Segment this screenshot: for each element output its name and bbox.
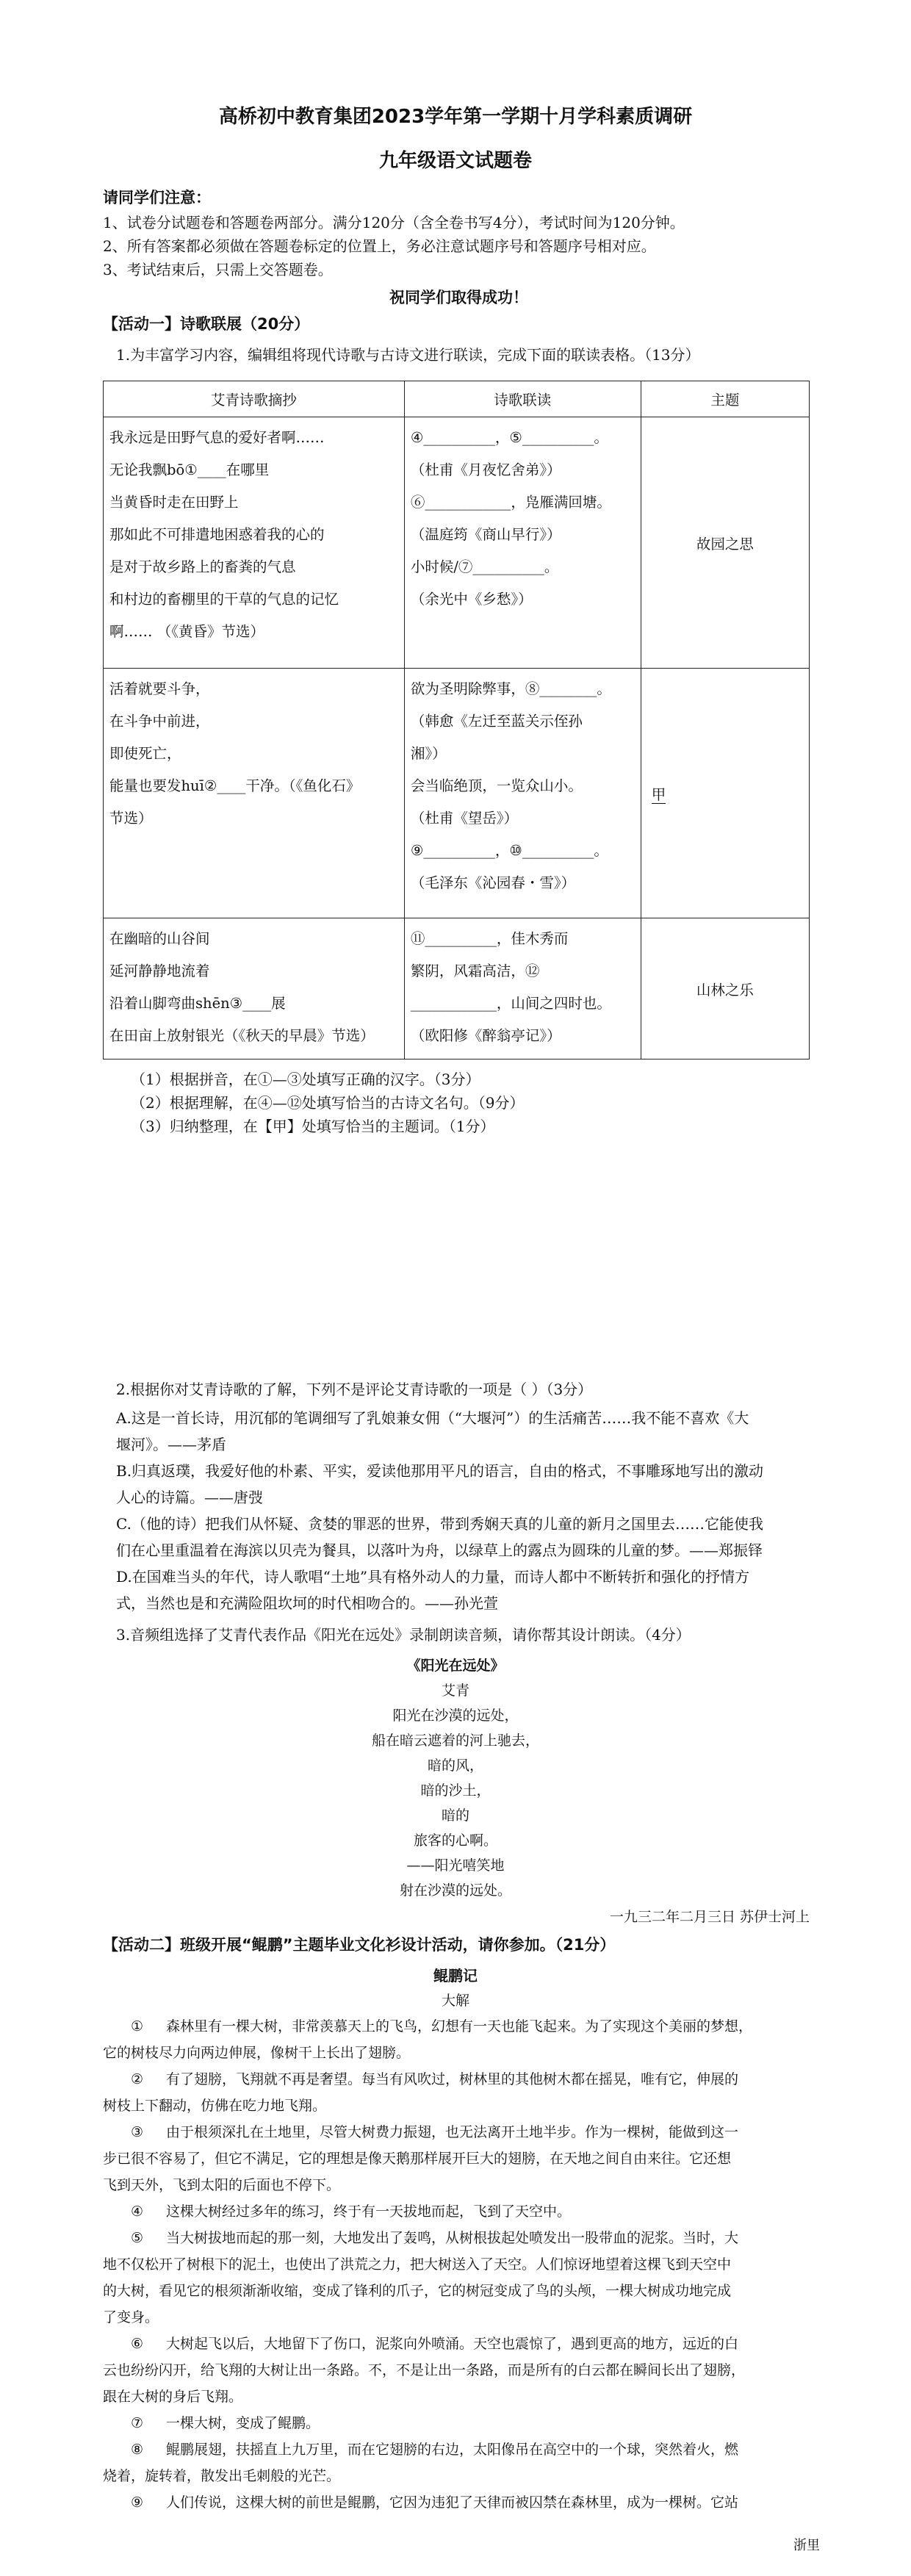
activity2-heading: 【活动二】班级开展“鲲鹏”主题毕业文化衫设计活动，请你参加。（21分） bbox=[103, 1936, 616, 1954]
question-1: 1.为丰富学习内容，编辑组将现代诗歌与古诗文进行联读，完成下面的联读表格。（13分） bbox=[116, 346, 700, 364]
footer-mark: 浙里 bbox=[793, 2538, 820, 2553]
linked-line: 会当临绝顶，一览众山小。 bbox=[410, 777, 583, 794]
option-line: 式，当然也是和充满险阻坎坷的时代相吻合的。——孙光萱 bbox=[116, 1594, 498, 1612]
paragraph-number: ⑤ bbox=[131, 2230, 144, 2246]
table-cell-excerpt bbox=[104, 669, 405, 918]
paragraph-line: 飞到天外，飞到太阳的后面也不停下。 bbox=[103, 2177, 341, 2193]
linked-line: ____________，山间之四时也。 bbox=[410, 995, 611, 1012]
linked-line: （欧阳修《醉翁亭记》） bbox=[410, 1027, 561, 1044]
paragraph-number: ① bbox=[131, 2018, 144, 2034]
notice-heading: 请同学们注意： bbox=[103, 189, 211, 206]
question-3: 3.音频组选择了艾青代表作品《阳光在远处》录制朗读音频，请你帮其设计朗读。（4分） bbox=[116, 1626, 691, 1644]
paragraph-line: 云也纷纷闪开，给飞翔的大树让出一条路。不，不是让出一条路，而是所有的白云都在瞬间长出了翅膀， bbox=[103, 2362, 746, 2378]
article-paragraph bbox=[103, 2489, 813, 2516]
linked-line: （温庭筠《商山早行》） bbox=[410, 526, 561, 543]
linked-line: ⑪__________，佳木秀而 bbox=[410, 930, 569, 947]
paragraph-number: ⑨ bbox=[131, 2494, 144, 2511]
option-line: C.（他的诗）把我们从怀疑、贪婪的罪恶的世界，带到秀娴天真的儿童的新月之国里去……它能使我 bbox=[116, 1515, 763, 1533]
excerpt-line: 是对于故乡路上的畜粪的气息 bbox=[109, 558, 296, 575]
poem-line: 阳光在沙漠的远处， bbox=[392, 1708, 519, 1724]
article-paragraph bbox=[103, 2119, 813, 2198]
excerpt-line: 能量也要发huī②____干净。（《鱼化石》 bbox=[109, 777, 361, 794]
table-header: 诗歌联读 bbox=[404, 381, 641, 417]
excerpt-line: 当黄昏时走在田野上 bbox=[109, 494, 239, 511]
linked-line: （杜甫《望岳》） bbox=[410, 810, 519, 827]
table-row bbox=[104, 669, 810, 918]
table-header-row bbox=[104, 381, 810, 417]
option-line: A.这是一首长诗，用沉郁的笔调细写了乳娘兼女佣（“大堰河”）的生活痛苦……我不能不喜欢《大 bbox=[116, 1409, 749, 1427]
excerpt-line: 沿着山脚弯曲shēn③____展 bbox=[109, 995, 286, 1012]
article-paragraph bbox=[103, 2198, 813, 2225]
paragraph-line: 步已很不容易了，但它不满足，它的理想是像天鹅那样展开巨大的翅膀，在天地之间自由来往。它还想 bbox=[103, 2151, 732, 2167]
excerpt-line: 啊…… （《黄昏》节选） bbox=[109, 623, 264, 640]
notice-item-3: 3、考试结束后，只需上交答题卷。 bbox=[103, 261, 333, 278]
activity1-heading: 【活动一】诗歌联展（20分） bbox=[103, 315, 310, 333]
poem-line: 射在沙漠的远处。 bbox=[399, 1882, 511, 1899]
article-paragraph bbox=[103, 2013, 813, 2066]
paragraph-line: ⑦ 一棵大树，变成了鲲鹏。 bbox=[103, 2410, 813, 2436]
excerpt-line: 我永远是田野气息的爱好者啊…… bbox=[109, 429, 325, 446]
poem-author: 艾青 bbox=[441, 1683, 469, 1699]
paragraph-line: ⑥ 大树起飞以后，大地留下了伤口，泥浆向外喷涌。天空也震惊了，遇到更高的地方，远近的白 bbox=[103, 2331, 813, 2357]
sub-question-2: （2）根据理解，在④—⑫处填写恰当的古诗文名句。（9分） bbox=[131, 1094, 525, 1112]
paragraph-line: ① 森林里有一棵大树，非常羡慕天上的飞鸟，幻想有一天也能飞起来。为了实现这个美丽的梦想， bbox=[103, 2013, 813, 2040]
table-cell-excerpt bbox=[104, 918, 405, 1059]
sub-question-1: （1）根据拼音，在①—③处填写正确的汉字。（3分） bbox=[131, 1071, 480, 1088]
poem-line: 暗的 bbox=[441, 1807, 469, 1824]
poetry-table bbox=[103, 381, 810, 1059]
excerpt-line: 在幽暗的山谷间 bbox=[109, 930, 210, 947]
table-cell-theme: 故园之思 bbox=[641, 417, 809, 669]
linked-line: 湘》） bbox=[410, 745, 447, 762]
table-row bbox=[104, 417, 810, 669]
paragraph-line: 地不仅松开了树根下的泥土，也使出了洪荒之力，把大树送入了天空。人们惊讶地望着这棵飞到天空中 bbox=[103, 2256, 732, 2273]
option-line: 们在心里重温着在海滨以贝壳为餐具，以落叶为舟，以绿草上的露点为圆珠的儿童的梦。——郑振铎 bbox=[116, 1541, 763, 1559]
excerpt-line: 和村边的畜棚里的干草的气息的记忆 bbox=[109, 591, 339, 608]
poem-line: 暗的风， bbox=[427, 1757, 483, 1774]
table-row bbox=[104, 918, 810, 1059]
table-header: 艾青诗歌摘抄 bbox=[104, 381, 405, 417]
excerpt-line: 无论我飘bō①____在哪里 bbox=[109, 461, 270, 478]
paragraph-number: ⑦ bbox=[131, 2415, 144, 2431]
article-title: 鲲鹏记 bbox=[433, 1967, 478, 1985]
linked-line: 小时候/⑦__________。 bbox=[410, 558, 559, 575]
linked-line: 欲为圣明除弊事，⑧________。 bbox=[410, 680, 611, 697]
article-paragraph bbox=[103, 2225, 813, 2331]
article-body bbox=[103, 2013, 813, 2516]
article-author: 大解 bbox=[441, 1993, 469, 2009]
linked-line: ⑨__________，⑩__________。 bbox=[410, 842, 608, 859]
paragraph-line: 了变身。 bbox=[103, 2309, 159, 2325]
paragraph-line: 树枝上下翻动，仿佛在吃力地飞翔。 bbox=[103, 2098, 327, 2114]
linked-line: （韩愈《左迁至蓝关示侄孙 bbox=[410, 713, 583, 730]
exam-subtitle: 九年级语文试题卷 bbox=[378, 150, 532, 172]
sub-question-3: （3）归纳整理，在【甲】处填写恰当的主题词。（1分） bbox=[131, 1118, 495, 1135]
linked-line: ④__________，⑤__________。 bbox=[410, 429, 608, 446]
option-line: 人心的诗篇。——唐弢 bbox=[116, 1489, 263, 1506]
question-2: 2.根据你对艾青诗歌的了解，下列不是评论艾青诗歌的一项是（ ）（3分） bbox=[116, 1381, 593, 1398]
paragraph-number: ④ bbox=[131, 2203, 144, 2220]
article-paragraph bbox=[103, 2410, 813, 2436]
paragraph-line: 跟在大树的身后飞翔。 bbox=[103, 2389, 243, 2405]
paragraph-line: ⑧ 鲲鹏展翅，扶摇直上九万里，而在它翅膀的右边，太阳像吊在高空中的一个球，突然着火，燃 bbox=[103, 2436, 813, 2463]
article-paragraph bbox=[103, 2436, 813, 2489]
linked-line: ⑥____________，凫雁满回塘。 bbox=[410, 494, 611, 511]
paragraph-line: ⑨ 人们传说，这棵大树的前世是鲲鹏，它因为违犯了天律而被囚禁在森林里，成为一棵树。它站 bbox=[103, 2489, 813, 2516]
linked-line: （杜甫《月夜忆舍弟》） bbox=[410, 461, 561, 478]
paragraph-line: 的大树，看见它的根须渐渐收缩，变成了锋利的爪子，它的树冠变成了鸟的头颅，一棵大树成功地完成 bbox=[103, 2283, 732, 2299]
table-cell-theme-blank bbox=[641, 669, 809, 918]
paragraph-line: 它的树枝尽力向两边伸展，像树干上长出了翅膀。 bbox=[103, 2045, 411, 2061]
article-paragraph bbox=[103, 2331, 813, 2410]
paragraph-number: ② bbox=[131, 2071, 144, 2087]
paragraph-number: ③ bbox=[131, 2124, 144, 2140]
poem-title: 《阳光在远处》 bbox=[406, 1658, 505, 1674]
paragraph-line: ② 有了翅膀，飞翔就不再是奢望。每当有风吹过，树林里的其他树木都在摇晃，唯有它，伸展的 bbox=[103, 2066, 813, 2093]
article-paragraph bbox=[103, 2066, 813, 2119]
option-line: 堰河》。——茅盾 bbox=[116, 1436, 226, 1453]
paragraph-line: ⑤ 当大树拔地而起的那一刻，大地发出了轰鸣，从树根拔起处喷发出一股带血的泥浆。当时，大 bbox=[103, 2225, 813, 2251]
excerpt-line: 在田亩上放射银光（《秋天的早晨》节选） bbox=[109, 1027, 375, 1044]
poem-line: ——阳光嘻笑地 bbox=[406, 1857, 505, 1874]
poem-date: 一九三二年二月三日 苏伊士河上 bbox=[609, 1909, 810, 1925]
table-cell-linked bbox=[404, 669, 641, 918]
notice-item-2: 2、所有答案都必须做在答题卷标定的位置上，务必注意试题序号和答题序号相对应。 bbox=[103, 237, 656, 255]
paragraph-line: 烧着，旋转着，散发出毛刺般的光芒。 bbox=[103, 2468, 341, 2484]
poem-line: 船在暗云遮着的河上驰去， bbox=[371, 1733, 539, 1749]
paragraph-line: ④ 这棵大树经过多年的练习，终于有一天拔地而起，飞到了天空中。 bbox=[103, 2198, 813, 2225]
excerpt-line: 即使死亡， bbox=[109, 745, 181, 762]
option-line: D.在国难当头的年代，诗人歌唱“土地”具有格外动人的力量，而诗人都中不断转折和强化的抒情方 bbox=[116, 1568, 750, 1586]
paragraph-number: ⑥ bbox=[131, 2336, 144, 2352]
table-cell-theme: 山林之乐 bbox=[641, 918, 809, 1059]
paragraph-number: ⑧ bbox=[131, 2442, 144, 2458]
linked-line: （毛泽东《沁园春・雪》） bbox=[410, 874, 576, 891]
poem-line: 旅客的心啊。 bbox=[413, 1832, 497, 1849]
exam-title: 高桥初中教育集团2023学年第一学期十月学科素质调研 bbox=[218, 106, 693, 128]
question-2-options bbox=[116, 1405, 813, 1616]
linked-line: 繁阴，风霜高洁，⑫ bbox=[410, 963, 540, 979]
excerpt-line: 在斗争中前进， bbox=[109, 713, 210, 730]
excerpt-line: 延河静静地流着 bbox=[109, 963, 210, 979]
wish-text: 祝同学们取得成功！ bbox=[389, 289, 528, 306]
excerpt-line: 活着就要斗争， bbox=[109, 680, 210, 697]
notice-item-1: 1、试卷分试题卷和答题卷两部分。满分120分（含全卷书写4分），考试时间为120分钟。 bbox=[103, 214, 685, 231]
table-cell-linked bbox=[404, 417, 641, 669]
table-cell-linked bbox=[404, 918, 641, 1059]
poem-line: 暗的沙土， bbox=[420, 1782, 491, 1799]
excerpt-line: 节选） bbox=[109, 810, 153, 827]
linked-line: （余光中《乡愁》） bbox=[410, 591, 533, 608]
paragraph-line: ③ 由于根须深扎在土地里，尽管大树费力振翅，也无法离开土地半步。作为一棵树，能做到这一 bbox=[103, 2119, 813, 2145]
table-header: 主题 bbox=[641, 381, 809, 417]
table-cell-excerpt bbox=[104, 417, 405, 669]
option-line: B.归真返璞，我爱好他的朴素、平实，爱读他那用平凡的语言，自由的格式，不事雕琢地写出的激动 bbox=[116, 1462, 764, 1480]
excerpt-line: 那如此不可排遣地困惑着我的心的 bbox=[109, 526, 325, 543]
theme-jia: 甲 bbox=[651, 785, 666, 803]
